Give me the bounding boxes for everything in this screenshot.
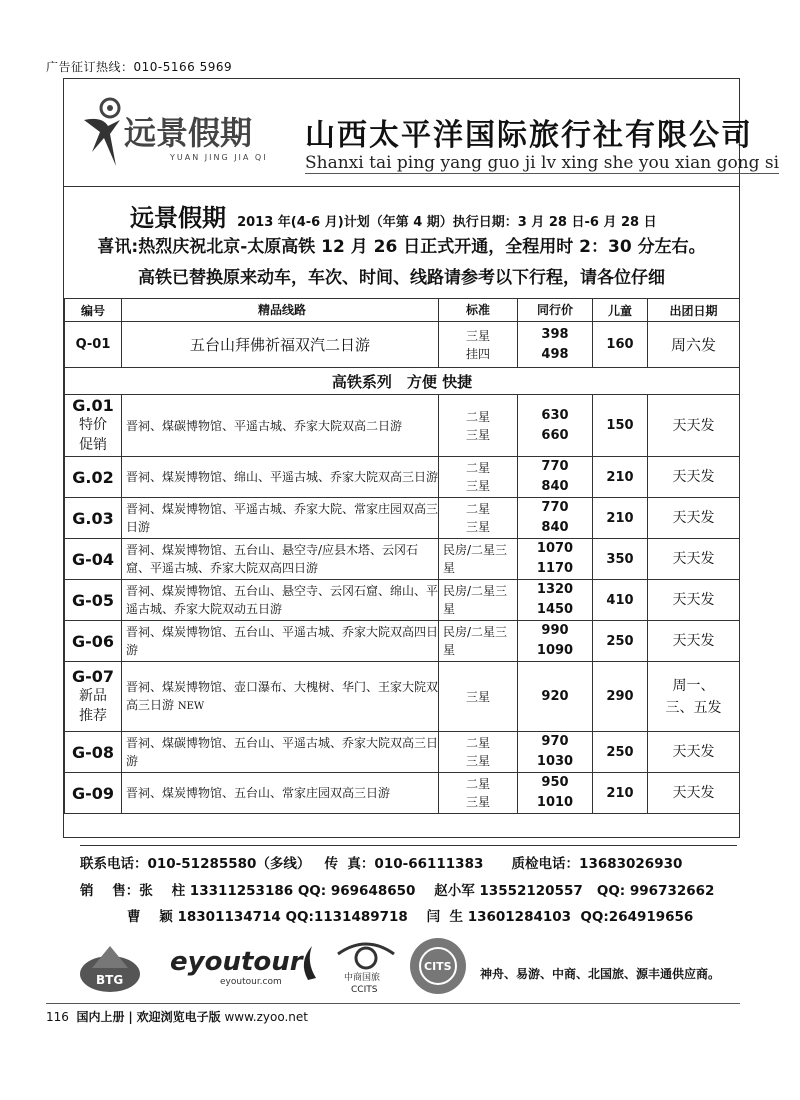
table-row: [65, 662, 740, 732]
table-row: [65, 395, 740, 457]
ad-hotline: 广告征订热线：010-5166 5969: [46, 60, 233, 74]
row-standard: 二星 三星: [439, 498, 518, 539]
sun-figure-icon: [84, 99, 120, 166]
eyoutour-label: eyoutour: [170, 947, 303, 977]
section-row: [65, 368, 740, 395]
row-price: 1070 1170: [518, 539, 593, 580]
row-depart-date: 天天发: [648, 580, 740, 621]
header-date: 出团日期: [648, 299, 740, 322]
row-depart-date: 周六发: [648, 322, 740, 368]
section-title: 高铁系列 方便 快捷: [65, 368, 740, 395]
table-row: [65, 621, 740, 662]
contact-divider: [80, 845, 737, 846]
header-route: 精品线路: [122, 299, 439, 322]
header-price: 同行价: [518, 299, 593, 322]
row-price: 770 840: [518, 457, 593, 498]
row-price: 970 1030: [518, 732, 593, 773]
btg-label: BTG: [96, 973, 124, 987]
ccits-label-en: CCITS: [351, 985, 378, 995]
row-child-price: 290: [593, 662, 648, 732]
row-code-subtitle: 特价促销: [79, 417, 107, 453]
row-code: G.03: [65, 498, 122, 539]
contact-sales-line-2: 曹 颖 18301134714 QQ:1131489718 闫 生 13601284103 QQ:264919656: [80, 909, 694, 925]
plan-detail: 2013 年(4-6 月)计划（年第 4 期）执行日期：3 月 28 日-6 月 28 日: [237, 215, 657, 230]
header-code: 编号: [65, 299, 122, 322]
contact-phone-line: 联系电话：010-51285580（多线） 传 真：010-66111383 质检电话：13683026930: [80, 856, 683, 872]
table-row: [65, 498, 740, 539]
row-route: 晋祠、煤炭博物馆、五台山、悬空寺、云冈石窟、绵山、平遥古城、乔家大院双动五日游: [122, 580, 439, 621]
row-child-price: 210: [593, 498, 648, 539]
ccits-label-cn: 中商国旅: [344, 973, 381, 983]
header-standard: 标准: [439, 299, 518, 322]
partner-note: 神舟、易游、中商、北国旅、源丰通供应商。: [480, 967, 721, 981]
row-route: 晋祠、煤炭博物馆、平遥古城、乔家大院、常家庄园双高三日游: [122, 498, 439, 539]
row-standard: 三星: [439, 662, 518, 732]
row-depart-date: 天天发: [648, 773, 740, 814]
news-line-1: 喜讯:热烈庆祝北京-太原高铁 12 月 26 日正式开通，全程用时 2：30 分左右。: [97, 237, 706, 257]
row-price: 1320 1450: [518, 580, 593, 621]
row-route: 晋祠、煤炭博物馆、五台山、常家庄园双高三日游: [122, 773, 439, 814]
yuanjing-logo: [80, 92, 290, 178]
row-price: 990 1090: [518, 621, 593, 662]
footer-url: www.zyoo.net: [224, 1010, 308, 1024]
table-header-row: [65, 299, 740, 322]
row-depart-date: 天天发: [648, 539, 740, 580]
row-route: 晋祠、煤炭博物馆、五台山、平遥古城、乔家大院双高四日游: [122, 621, 439, 662]
cits-logo-icon: [410, 938, 466, 994]
row-child-price: 150: [593, 395, 648, 457]
contact-sales-line-1: 销 售：张 柱 13311253186 QQ: 969648650 赵小军 13552120557 QQ: 996732662: [80, 883, 715, 899]
row-route: 五台山拜佛祈福双汽二日游: [122, 322, 439, 368]
row-route: 晋祠、煤炭博物馆、壶口瀑布、大槐树、华门、王家大院双高三日游 NEW: [122, 662, 439, 732]
logo-pinyin: YUAN JING JIA QI: [170, 153, 268, 162]
row-code: G-09: [65, 773, 122, 814]
company-name-en: Shanxi tai ping yang guo ji lv xing she you xian gong si: [305, 153, 780, 173]
row-standard: 三星 挂四: [439, 322, 518, 368]
row-child-price: 210: [593, 457, 648, 498]
company-name-cn: 山西太平洋国际旅行社有限公司: [305, 118, 753, 153]
eyoutour-url: eyoutour.com: [220, 977, 282, 987]
news-line-2: 高铁已替换原来动车，车次、时间、线路请参考以下行程，请各位仔细: [138, 268, 665, 288]
logo-cn: 远景假期: [124, 114, 253, 152]
row-child-price: 210: [593, 773, 648, 814]
row-code: G-07 新品推荐: [65, 662, 122, 732]
row-code: Q-01: [65, 322, 122, 368]
row-standard: 二星 三星: [439, 395, 518, 457]
row-route: 晋祠、煤炭博物馆、五台山、悬空寺/应县木塔、云冈石窟、平遥古城、乔家大院双高四日游: [122, 539, 439, 580]
row-standard: 民房/二星三星: [439, 539, 518, 580]
row-depart-date: 天天发: [648, 732, 740, 773]
new-tag: NEW: [177, 700, 205, 712]
table-row: [65, 773, 740, 814]
table-row: [65, 457, 740, 498]
row-child-price: 160: [593, 322, 648, 368]
header-child: 儿童: [593, 299, 648, 322]
footer-section: 国内上册: [76, 1010, 125, 1024]
row-price: 398 498: [518, 322, 593, 368]
cits-label: CITS: [424, 960, 452, 973]
row-price: 630 660: [518, 395, 593, 457]
row-route: 晋祠、煤碳博物馆、平遥古城、乔家大院双高二日游: [122, 395, 439, 457]
table-row: [65, 539, 740, 580]
btg-logo-icon: [80, 946, 140, 992]
eyoutour-logo-icon: [170, 946, 316, 987]
footer-divider: [46, 1003, 740, 1004]
row-child-price: 410: [593, 580, 648, 621]
row-standard: 民房/二星三星: [439, 580, 518, 621]
row-price: 770 840: [518, 498, 593, 539]
table-row: [65, 732, 740, 773]
row-standard: 民房/二星三星: [439, 621, 518, 662]
plan-title: 远景假期: [130, 204, 226, 232]
row-child-price: 250: [593, 621, 648, 662]
row-depart-date: 周一、三、五发: [648, 662, 740, 732]
row-child-price: 350: [593, 539, 648, 580]
row-depart-date: 天天发: [648, 621, 740, 662]
page-number: 116: [46, 1010, 69, 1024]
row-code: G-06: [65, 621, 122, 662]
routes-table: [64, 298, 740, 814]
page-footer: 116 国内上册 | 欢迎浏览电子版 www.zyoo.net: [46, 1010, 308, 1024]
row-depart-date: 天天发: [648, 395, 740, 457]
row-route: 晋祠、煤炭博物馆、绵山、平遥古城、乔家大院双高三日游: [122, 457, 439, 498]
row-depart-date: 天天发: [648, 457, 740, 498]
ccits-logo-icon: [338, 944, 394, 995]
header-divider: [64, 186, 739, 187]
row-code: G.02: [65, 457, 122, 498]
row-code: G-08: [65, 732, 122, 773]
table-row: [65, 580, 740, 621]
row-route: 晋祠、煤碳博物馆、五台山、平遥古城、乔家大院双高三日游: [122, 732, 439, 773]
news-banner: [64, 232, 739, 288]
row-code-subtitle: 新品推荐: [79, 688, 107, 724]
row-code: G-04: [65, 539, 122, 580]
row-standard: 二星 三星: [439, 457, 518, 498]
table-row-q01: [65, 322, 740, 368]
row-code: G-05: [65, 580, 122, 621]
row-standard: 二星 三星: [439, 773, 518, 814]
row-code: G.01 特价促销: [65, 395, 122, 457]
row-child-price: 250: [593, 732, 648, 773]
row-depart-date: 天天发: [648, 498, 740, 539]
footer-welcome: 欢迎浏览电子版: [136, 1010, 221, 1024]
row-price: 950 1010: [518, 773, 593, 814]
row-standard: 二星 三星: [439, 732, 518, 773]
row-price: 920: [518, 662, 593, 732]
plan-line: [130, 198, 657, 233]
